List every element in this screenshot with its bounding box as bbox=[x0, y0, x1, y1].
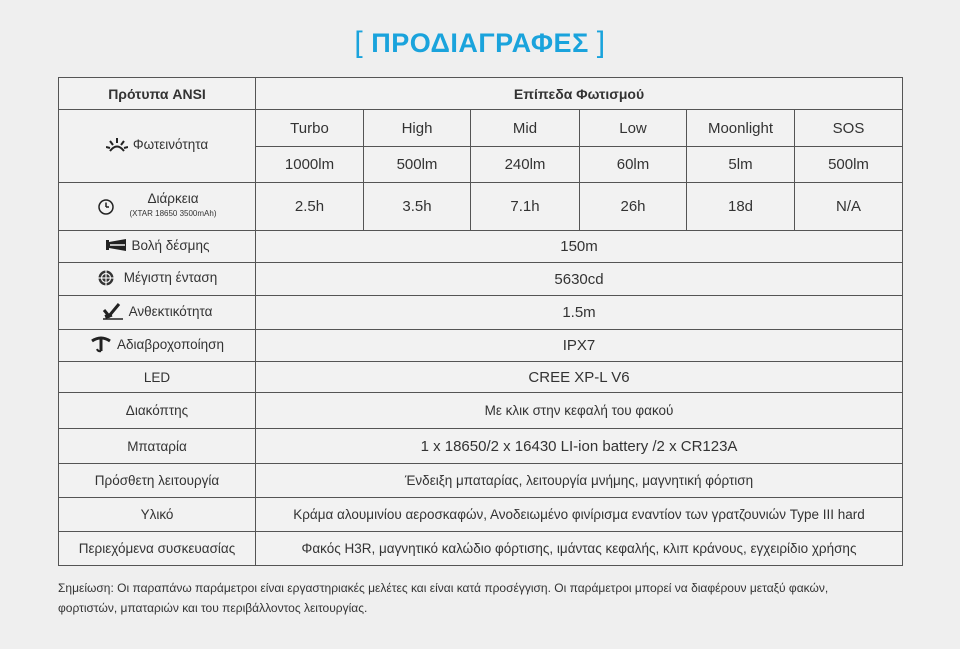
battery-row bbox=[59, 429, 903, 464]
brightness-value: 500lm bbox=[795, 147, 903, 183]
modes-row bbox=[59, 110, 903, 147]
brightness-label: Φωτεινότητα bbox=[132, 137, 209, 152]
mode-turbo: Turbo bbox=[256, 110, 364, 147]
waterproof-icon bbox=[90, 335, 112, 353]
brightness-value: 1000lm bbox=[256, 147, 364, 183]
beam-distance-label: Βολή δέσμης bbox=[131, 237, 210, 253]
waterproof-label: Αδιαβροχοποίηση bbox=[117, 336, 224, 352]
brightness-value: 500lm bbox=[364, 147, 471, 183]
extra-function-row bbox=[59, 464, 903, 498]
title-open-bracket: [ bbox=[354, 26, 364, 59]
max-intensity-label-cell bbox=[59, 263, 256, 296]
beam-distance-value: 150m bbox=[256, 231, 903, 263]
header-ansi: Πρότυπα ANSI bbox=[59, 78, 256, 110]
switch-row bbox=[59, 393, 903, 429]
clock-icon bbox=[97, 198, 119, 216]
mode-mid: Mid bbox=[471, 110, 580, 147]
impact-resistance-value: 1.5m bbox=[256, 296, 903, 330]
sun-burst-icon bbox=[106, 136, 128, 154]
switch-value: Με κλικ στην κεφαλή του φακού bbox=[256, 393, 903, 429]
runtime-value: 26h bbox=[580, 183, 687, 231]
table-header-row bbox=[59, 78, 903, 110]
package-contents-row bbox=[59, 532, 903, 566]
material-label: Υλικό bbox=[59, 498, 256, 532]
header-light-levels: Επίπεδα Φωτισμού bbox=[256, 78, 903, 110]
brightness-label-cell bbox=[59, 110, 256, 183]
title-text: ΠΡΟΔΙΑΓΡΑΦΕΣ bbox=[371, 28, 589, 58]
max-intensity-row bbox=[59, 263, 903, 296]
waterproof-label-cell bbox=[59, 330, 256, 362]
mode-sos: SOS bbox=[795, 110, 903, 147]
impact-resistance-row bbox=[59, 296, 903, 330]
runtime-value: 2.5h bbox=[256, 183, 364, 231]
material-row bbox=[59, 498, 903, 532]
package-contents-value: Φακός H3R, μαγνητικό καλώδιο φόρτισης, ιμάντας κεφαλής, κλιπ κράνους, εγχειρίδιο χρήσης bbox=[256, 532, 903, 566]
runtime-value: N/A bbox=[795, 183, 903, 231]
extra-function-label: Πρόσθετη λειτουργία bbox=[59, 464, 256, 498]
beam-distance-row bbox=[59, 231, 903, 263]
led-row bbox=[59, 362, 903, 393]
material-value: Κράμα αλουμινίου αεροσκαφών, Ανοδειωμένο φινίρισμα εναντίον των γρατζουνιών Type III hard bbox=[256, 498, 903, 532]
extra-function-value: Ένδειξη μπαταρίας, λειτουργία μνήμης, μαγνητική φόρτιση bbox=[256, 464, 903, 498]
title-close-bracket: ] bbox=[596, 26, 606, 59]
runtime-value: 3.5h bbox=[364, 183, 471, 231]
page-title bbox=[0, 26, 960, 60]
led-value: CREE XP-L V6 bbox=[256, 362, 903, 393]
battery-label: Μπαταρία bbox=[59, 429, 256, 464]
max-intensity-value: 5630cd bbox=[256, 263, 903, 296]
beam-distance-label-cell bbox=[59, 231, 256, 263]
runtime-row bbox=[59, 183, 903, 231]
beam-distance-icon bbox=[105, 236, 127, 254]
max-intensity-label: Μέγιστη ένταση bbox=[123, 270, 218, 285]
footnote bbox=[58, 578, 918, 618]
impact-resistance-icon bbox=[102, 302, 124, 320]
mode-moonlight: Moonlight bbox=[687, 110, 795, 147]
impact-resistance-label: Ανθεκτικότητα bbox=[128, 303, 213, 319]
mode-high: High bbox=[364, 110, 471, 147]
spec-table bbox=[58, 77, 903, 566]
led-label: LED bbox=[59, 362, 256, 393]
intensity-target-icon bbox=[97, 269, 119, 287]
footnote-line-2: φορτιστών, μπαταριών και του περιβάλλοντος λειτουργίας. bbox=[58, 601, 368, 615]
waterproof-row bbox=[59, 330, 903, 362]
mode-low: Low bbox=[580, 110, 687, 147]
runtime-label-cell bbox=[59, 183, 256, 231]
runtime-value: 7.1h bbox=[471, 183, 580, 231]
brightness-value: 240lm bbox=[471, 147, 580, 183]
waterproof-value: IPX7 bbox=[256, 330, 903, 362]
battery-value: 1 x 18650/2 x 16430 LI-ion battery /2 x CR123A bbox=[256, 429, 903, 464]
runtime-label: Διάρκεια bbox=[147, 191, 199, 206]
brightness-value: 5lm bbox=[687, 147, 795, 183]
runtime-sublabel: (XTAR 18650 3500mAh) bbox=[129, 209, 217, 218]
package-contents-label: Περιεχόμενα συσκευασίας bbox=[59, 532, 256, 566]
impact-resistance-label-cell bbox=[59, 296, 256, 330]
brightness-value: 60lm bbox=[580, 147, 687, 183]
switch-label: Διακόπτης bbox=[59, 393, 256, 429]
runtime-value: 18d bbox=[687, 183, 795, 231]
footnote-line-1: Σημείωση: Οι παραπάνω παράμετροι είναι εργαστηριακές μελέτες και είναι κατά προσέγγιση. Οι παράμετροι μπορεί να διαφέρουν μεταξύ φακών, bbox=[58, 581, 829, 595]
